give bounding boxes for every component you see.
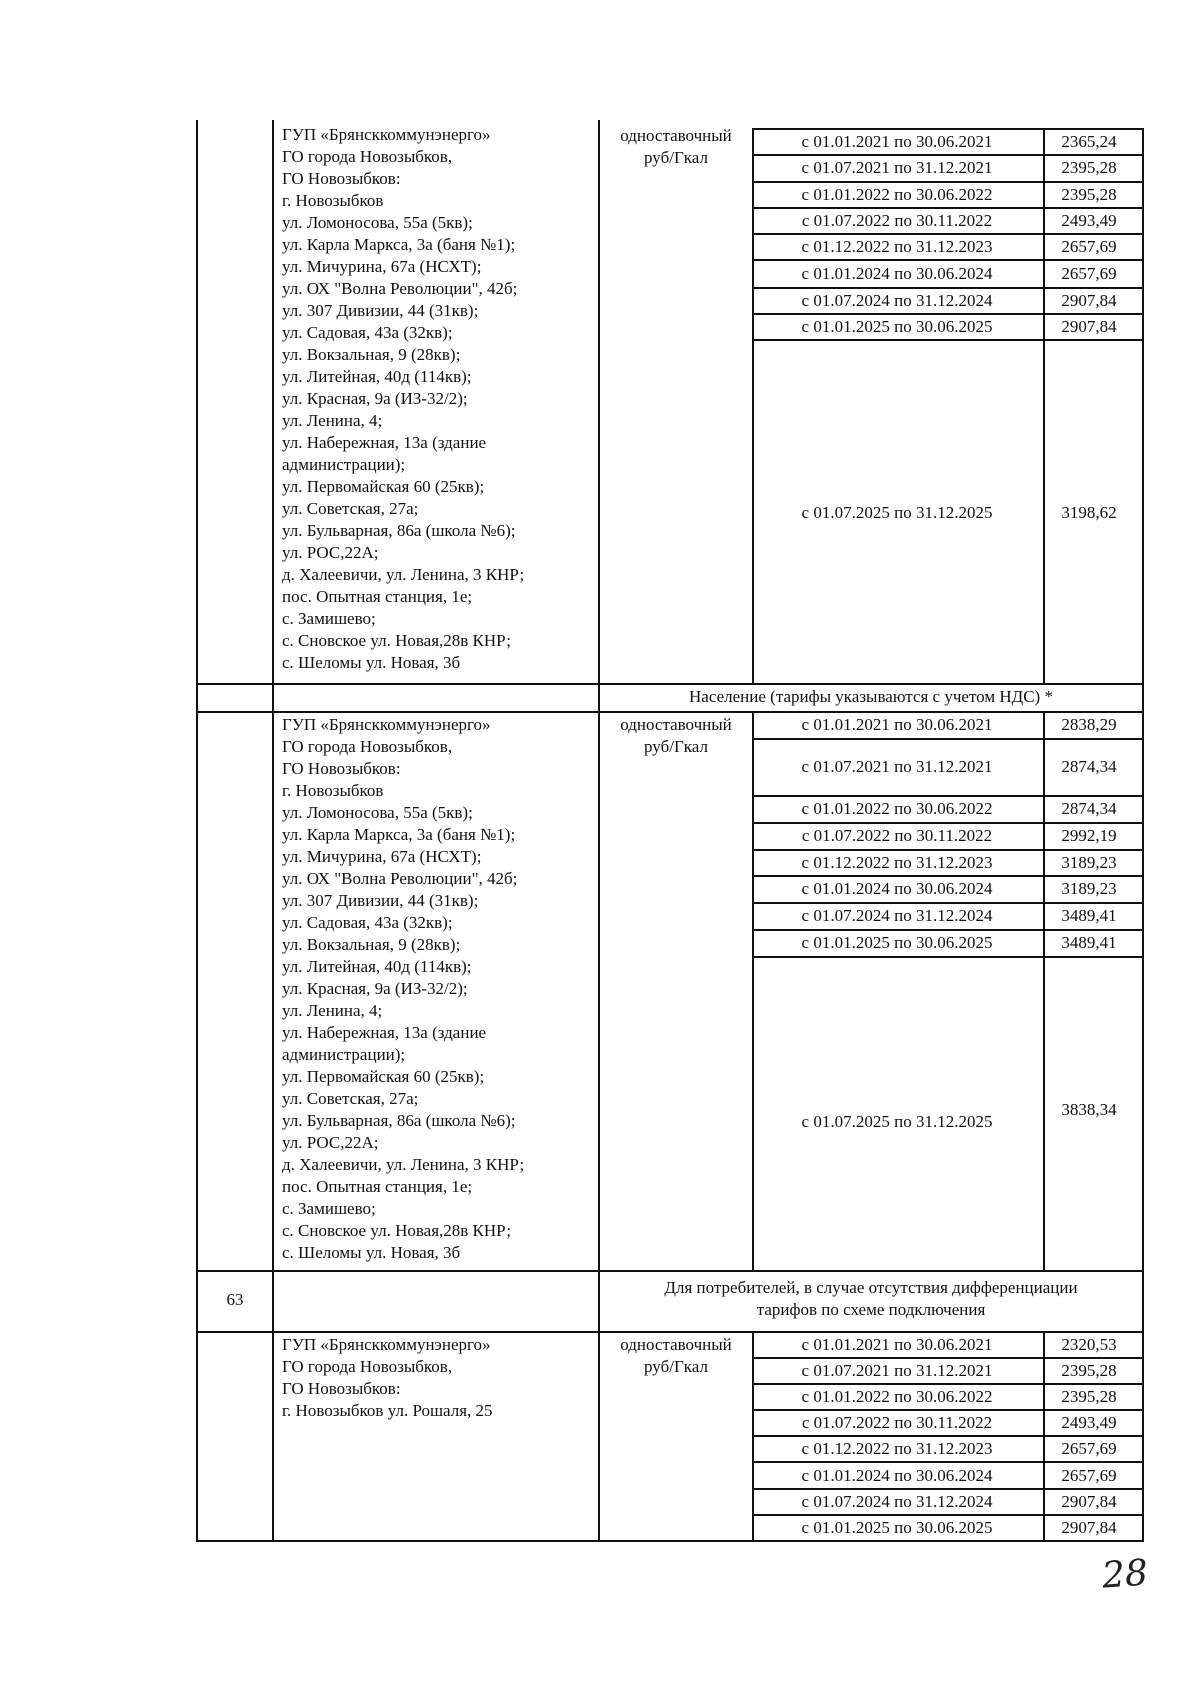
section-number: 63 — [226, 1290, 244, 1309]
period-cell: с 01.07.2024 по 31.12.2024 — [801, 291, 993, 310]
address-line: ГО города Новозыбков, — [282, 1357, 453, 1376]
address-line: ул. Набережная, 13а (здание — [282, 433, 487, 452]
address-line: ул. Мичурина, 67а (НСХТ); — [282, 257, 482, 276]
price-cell: 2907,84 — [1061, 1518, 1117, 1537]
address-line: д. Халеевичи, ул. Ленина, 3 КНР; — [282, 565, 525, 584]
period-cell: с 01.01.2021 по 30.06.2021 — [801, 1335, 993, 1354]
price-cell: 2657,69 — [1061, 1466, 1117, 1485]
col-line-left — [196, 120, 198, 1540]
address-line: ул. Литейная, 40д (114кв); — [282, 957, 472, 976]
row-line — [752, 287, 1142, 289]
address-line: с. Замишево; — [282, 1199, 376, 1218]
period-cell: с 01.07.2024 по 31.12.2024 — [801, 906, 993, 925]
period-cell: с 01.07.2024 по 31.12.2024 — [801, 1492, 993, 1511]
section-header-line: Для потребителей, в случае отсутствия дифференциации — [664, 1278, 1078, 1297]
period-cell: с 01.12.2022 по 31.12.2023 — [801, 237, 993, 256]
price-cell: 2395,28 — [1061, 185, 1117, 204]
price-cell: 2838,29 — [1061, 715, 1117, 734]
table-bottom-line — [196, 1540, 1144, 1542]
row-line — [196, 1331, 1144, 1333]
price-cell: 3189,23 — [1061, 853, 1117, 872]
row-line — [752, 1435, 1142, 1437]
address-line: ул. Литейная, 40д (114кв); — [282, 367, 472, 386]
address-line: ГО Новозыбков: — [282, 1379, 401, 1398]
row-line — [752, 1357, 1142, 1359]
address-line: ул. Вокзальная, 9 (28кв); — [282, 935, 461, 954]
period-cell: с 01.01.2025 по 30.06.2025 — [801, 1518, 993, 1537]
period-cell: с 01.12.2022 по 31.12.2023 — [801, 1439, 993, 1458]
row-line — [196, 683, 1144, 685]
price-cell: 2395,28 — [1061, 1361, 1117, 1380]
period-cell: с 01.01.2021 по 30.06.2021 — [801, 132, 993, 151]
period-cell: с 01.07.2025 по 31.12.2025 — [801, 503, 993, 522]
address-line: ГУП «Брянсккоммунэнерго» — [282, 1335, 491, 1354]
price-cell: 2493,49 — [1061, 1413, 1117, 1432]
address-line: ул. Мичурина, 67а (НСХТ); — [282, 847, 482, 866]
price-cell: 2907,84 — [1061, 1492, 1117, 1511]
section-header-line: тарифов по схеме подключения — [756, 1300, 986, 1319]
price-cell: 3489,41 — [1061, 906, 1117, 925]
col-line-type — [598, 120, 600, 1540]
row-line — [752, 128, 1142, 130]
address-line: ул. Красная, 9а (ИЗ-32/2); — [282, 979, 468, 998]
address-line: ул. Карла Маркса, 3а (баня №1); — [282, 235, 516, 254]
address-line: с. Сновское ул. Новая,28в КНР; — [282, 1221, 511, 1240]
tariff-type: одноставочный — [620, 126, 732, 145]
col-line-right — [1142, 128, 1144, 1540]
period-cell: с 01.07.2021 по 31.12.2021 — [801, 1361, 993, 1380]
period-cell: с 01.01.2025 по 30.06.2025 — [801, 933, 993, 952]
tariff-unit: руб/Гкал — [644, 737, 708, 756]
address-line: ул. Советская, 27а; — [282, 499, 419, 518]
row-line — [752, 1461, 1142, 1463]
col-line-num — [272, 120, 274, 1540]
address-line: с. Шеломы ул. Новая, 3б — [282, 653, 461, 672]
period-cell: с 01.07.2022 по 30.11.2022 — [801, 211, 993, 230]
period-cell: с 01.01.2025 по 30.06.2025 — [801, 317, 993, 336]
address-line: ул. Ленина, 4; — [282, 411, 383, 430]
row-line — [752, 233, 1142, 235]
price-cell: 2992,19 — [1061, 826, 1117, 845]
row-line — [752, 902, 1142, 904]
row-line — [752, 1383, 1142, 1385]
row-line — [752, 822, 1142, 824]
period-cell: с 01.01.2024 по 30.06.2024 — [801, 264, 993, 283]
address-line: ул. Первомайская 60 (25кв); — [282, 1067, 485, 1086]
price-cell: 2657,69 — [1061, 1439, 1117, 1458]
address-line: ул. Ленина, 4; — [282, 1001, 383, 1020]
address-line: ГУП «Брянсккоммунэнерго» — [282, 715, 491, 734]
tariff-unit: руб/Гкал — [644, 148, 708, 167]
address-line: ул. РОС,22А; — [282, 543, 379, 562]
address-line: ул. Набережная, 13а (здание — [282, 1023, 487, 1042]
row-line — [752, 795, 1142, 797]
address-line: ул. Карла Маркса, 3а (баня №1); — [282, 825, 516, 844]
address-line: ул. РОС,22А; — [282, 1133, 379, 1152]
address-line: ул. Вокзальная, 9 (28кв); — [282, 345, 461, 364]
address-line: г. Новозыбков — [282, 191, 384, 210]
period-cell: с 01.07.2021 по 31.12.2021 — [801, 757, 993, 776]
address-line: ул. 307 Дивизии, 44 (31кв); — [282, 891, 479, 910]
row-line — [752, 929, 1142, 931]
row-line — [752, 207, 1142, 209]
address-line: г. Новозыбков ул. Рошаля, 25 — [282, 1401, 493, 1420]
address-line: ул. Садовая, 43а (32кв); — [282, 323, 453, 342]
price-cell: 2657,69 — [1061, 264, 1117, 283]
price-cell: 2657,69 — [1061, 237, 1117, 256]
price-cell: 2907,84 — [1061, 317, 1117, 336]
price-cell: 2874,34 — [1061, 799, 1117, 818]
price-cell: 3489,41 — [1061, 933, 1117, 952]
row-line — [752, 313, 1142, 315]
row-line — [196, 1270, 1144, 1272]
price-cell: 2874,34 — [1061, 757, 1117, 776]
address-line: д. Халеевичи, ул. Ленина, 3 КНР; — [282, 1155, 525, 1174]
row-line — [752, 875, 1142, 877]
address-line: г. Новозыбков — [282, 781, 384, 800]
price-cell: 3198,62 — [1061, 503, 1117, 522]
price-cell: 2907,84 — [1061, 291, 1117, 310]
address-line: ГО Новозыбков: — [282, 169, 401, 188]
row-line — [196, 711, 1144, 713]
period-cell: с 01.07.2022 по 30.11.2022 — [801, 826, 993, 845]
period-cell: с 01.01.2022 по 30.06.2022 — [801, 799, 993, 818]
tariff-type: одноставочный — [620, 1335, 732, 1354]
row-line — [752, 956, 1142, 958]
period-cell: с 01.07.2025 по 31.12.2025 — [801, 1112, 993, 1131]
address-line: пос. Опытная станция, 1е; — [282, 1177, 473, 1196]
period-cell: с 01.12.2022 по 31.12.2023 — [801, 853, 993, 872]
address-line: ул. 307 Дивизии, 44 (31кв); — [282, 301, 479, 320]
row-line — [752, 339, 1142, 341]
address-line: администрации); — [282, 1045, 406, 1064]
period-cell: с 01.07.2022 по 30.11.2022 — [801, 1413, 993, 1432]
address-line: ул. Бульварная, 86а (школа №6); — [282, 521, 516, 540]
row-line — [752, 1488, 1142, 1490]
row-line — [752, 738, 1142, 740]
row-line — [752, 181, 1142, 183]
address-line: ул. ОХ "Волна Революции", 42б; — [282, 279, 518, 298]
row-line — [752, 1409, 1142, 1411]
price-cell: 2395,28 — [1061, 158, 1117, 177]
period-cell: с 01.01.2022 по 30.06.2022 — [801, 185, 993, 204]
page-number: 28 — [1100, 1552, 1150, 1597]
price-cell: 2395,28 — [1061, 1387, 1117, 1406]
price-cell: 2365,24 — [1061, 132, 1117, 151]
address-line: ГО города Новозыбков, — [282, 737, 453, 756]
address-line: ул. Красная, 9а (ИЗ-32/2); — [282, 389, 468, 408]
price-cell: 3838,34 — [1061, 1100, 1117, 1119]
address-line: ГО города Новозыбков, — [282, 147, 453, 166]
price-cell: 3189,23 — [1061, 879, 1117, 898]
address-line: ул. Первомайская 60 (25кв); — [282, 477, 485, 496]
row-line — [752, 259, 1142, 261]
address-line: ГО Новозыбков: — [282, 759, 401, 778]
address-line: администрации); — [282, 455, 406, 474]
address-line: с. Замишево; — [282, 609, 376, 628]
address-line: с. Сновское ул. Новая,28в КНР; — [282, 631, 511, 650]
row-line — [752, 154, 1142, 156]
address-line: ул. ОХ "Волна Революции", 42б; — [282, 869, 518, 888]
tariff-unit: руб/Гкал — [644, 1357, 708, 1376]
period-cell: с 01.01.2024 по 30.06.2024 — [801, 1466, 993, 1485]
address-line: ГУП «Брянсккоммунэнерго» — [282, 125, 491, 144]
address-line: пос. Опытная станция, 1е; — [282, 587, 473, 606]
price-cell: 2493,49 — [1061, 211, 1117, 230]
period-cell: с 01.01.2024 по 30.06.2024 — [801, 879, 993, 898]
tariff-type: одноставочный — [620, 715, 732, 734]
period-cell: с 01.01.2022 по 30.06.2022 — [801, 1387, 993, 1406]
address-line: ул. Ломоносова, 55а (5кв); — [282, 213, 473, 232]
address-line: с. Шеломы ул. Новая, 3б — [282, 1243, 461, 1262]
row-line — [752, 1514, 1142, 1516]
population-header: Население (тарифы указываются с учетом НДС) * — [689, 687, 1053, 706]
address-line: ул. Ломоносова, 55а (5кв); — [282, 803, 473, 822]
period-cell: с 01.07.2021 по 31.12.2021 — [801, 158, 993, 177]
address-line: ул. Советская, 27а; — [282, 1089, 419, 1108]
address-line: ул. Садовая, 43а (32кв); — [282, 913, 453, 932]
row-line — [752, 849, 1142, 851]
period-cell: с 01.01.2021 по 30.06.2021 — [801, 715, 993, 734]
address-line: ул. Бульварная, 86а (школа №6); — [282, 1111, 516, 1130]
price-cell: 2320,53 — [1061, 1335, 1117, 1354]
